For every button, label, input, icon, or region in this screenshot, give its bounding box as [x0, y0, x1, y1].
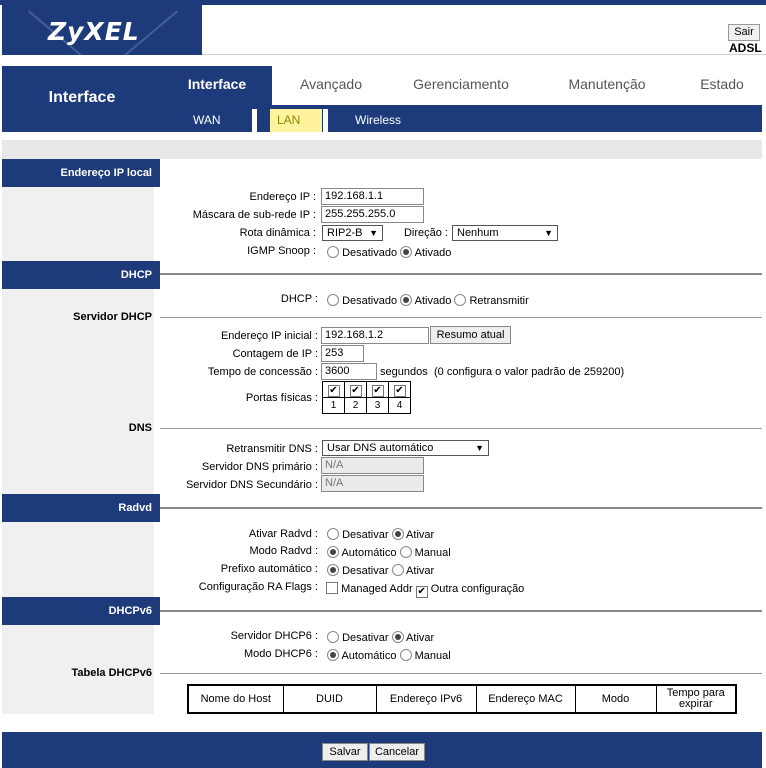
- dhcp-relay-label: Retransmitir: [469, 295, 529, 307]
- tab-avancado[interactable]: Avançado: [299, 76, 362, 92]
- dhcp6-enable-radio[interactable]: [392, 631, 404, 643]
- dhcp6-auto-radio[interactable]: [327, 649, 339, 661]
- dhcp6-mode-options: [327, 649, 451, 662]
- dhcp6-enable-label: Ativar: [406, 632, 435, 644]
- prefix-disable-radio[interactable]: [327, 564, 339, 576]
- logo-text: ZyXEL: [48, 17, 140, 46]
- lease-unit: segundos: [380, 366, 428, 378]
- dynamic-route-label: Rota dinâmica :: [239, 227, 316, 239]
- dhcp6-auto-label: Automático: [341, 650, 397, 662]
- section-divider: [160, 317, 762, 318]
- current-summary-button[interactable]: Resumo atual: [430, 326, 511, 344]
- physical-ports-table: [322, 381, 411, 414]
- subtab-wireless[interactable]: Wireless: [355, 113, 402, 127]
- start-ip-field[interactable]: 192.168.1.2: [321, 327, 429, 344]
- subtab-divider: [252, 109, 257, 132]
- radvd-manual-radio[interactable]: [400, 546, 412, 558]
- zyxel-logo: [2, 5, 202, 55]
- dhcp6-server-label: Servidor DHCP6 :: [230, 630, 318, 642]
- port-3-checkbox[interactable]: ✔: [373, 384, 382, 396]
- radvd-disable-radio[interactable]: [327, 528, 339, 540]
- igmp-enabled-label: Ativado: [414, 247, 452, 259]
- igmp-disabled-radio[interactable]: [327, 246, 339, 258]
- col-ipv6-address: Endereço IPv6: [376, 685, 476, 713]
- other-config-checkbox[interactable]: ✔: [417, 586, 426, 597]
- dhcp-server-heading: Servidor DHCP: [73, 311, 152, 323]
- ip-address-label: Endereço IP :: [249, 191, 316, 203]
- ip-address-field[interactable]: 192.168.1.1: [321, 188, 424, 205]
- section-divider: [160, 273, 762, 275]
- lease-time-label: Tempo de concessão :: [207, 366, 318, 378]
- ra-flags-options: [326, 582, 524, 598]
- content-top-bar: [2, 140, 762, 159]
- port-1-checkbox[interactable]: ✔: [329, 384, 338, 396]
- radvd-mode-label: Modo Radvd :: [249, 545, 318, 557]
- dhcp-disabled-radio[interactable]: [327, 294, 339, 306]
- product-label: ADSL: [729, 41, 762, 55]
- cancel-button[interactable]: Cancelar: [369, 743, 425, 761]
- dhcp6-disable-radio[interactable]: [327, 631, 339, 643]
- port-1-label: 1: [323, 398, 345, 414]
- dns-heading: DNS: [128, 422, 152, 434]
- chevron-down-icon: ▼: [475, 443, 484, 453]
- radvd-mode-options: [327, 546, 451, 559]
- igmp-options: [327, 246, 451, 259]
- dns-relay-value: Usar DNS automático: [327, 442, 434, 454]
- dhcp-enabled-radio[interactable]: [400, 294, 412, 306]
- ip-count-field[interactable]: 253: [321, 345, 364, 362]
- igmp-enabled-radio[interactable]: [400, 246, 412, 258]
- dhcp6-manual-label: Manual: [414, 650, 451, 662]
- section-divider: [160, 673, 762, 674]
- primary-dns-label: Servidor DNS primário :: [201, 461, 318, 473]
- dhcp-enabled-label: Ativado: [414, 295, 452, 307]
- radvd-enable-option-label: Ativar: [406, 529, 435, 541]
- dynamic-route-value: RIP2-B: [327, 227, 363, 239]
- tab-estado[interactable]: Estado: [700, 76, 744, 92]
- managed-addr-checkbox[interactable]: [326, 582, 338, 594]
- dhcp6-mode-label: Modo DHCP6 :: [244, 648, 318, 660]
- tab-interface[interactable]: Interface: [162, 66, 272, 105]
- direction-label: Direção :: [403, 227, 448, 239]
- section-radvd: Radvd: [2, 494, 160, 522]
- header-divider: [202, 54, 766, 55]
- chevron-down-icon: ▼: [369, 228, 378, 238]
- col-expire-time: Tempo para expirar: [656, 685, 736, 713]
- col-duid: DUID: [283, 685, 376, 713]
- section-divider: [160, 428, 762, 429]
- col-mode: Modo: [575, 685, 656, 713]
- lease-time-field[interactable]: 3600: [321, 363, 377, 380]
- secondary-dns-label: Servidor DNS Secundário :: [185, 479, 318, 491]
- port-2-label: 2: [345, 398, 367, 414]
- port-2-checkbox[interactable]: ✔: [351, 384, 360, 396]
- port-4-label: 4: [389, 398, 411, 414]
- radvd-auto-radio[interactable]: [327, 546, 339, 558]
- radvd-enable-radio[interactable]: [392, 528, 404, 540]
- auto-prefix-label: Prefixo automático :: [220, 563, 318, 575]
- auto-prefix-options: [327, 564, 434, 577]
- dynamic-route-select[interactable]: [322, 225, 383, 241]
- dhcp6-manual-radio[interactable]: [400, 649, 412, 661]
- section-lan-ip: Endereço IP local: [2, 159, 160, 187]
- section-divider: [160, 507, 762, 509]
- tab-manutencao[interactable]: Manutenção: [568, 76, 646, 92]
- radvd-auto-label: Automático: [341, 547, 397, 559]
- other-config-label: Outra configuração: [430, 583, 525, 595]
- save-button[interactable]: Salvar: [322, 743, 368, 761]
- managed-addr-label: Managed Addr: [341, 583, 413, 595]
- logout-button[interactable]: Sair: [728, 24, 760, 41]
- ra-flags-label: Configuração RA Flags :: [198, 581, 318, 593]
- prefix-enable-radio[interactable]: [392, 564, 404, 576]
- dhcpv6-table: [187, 684, 737, 714]
- prefix-disable-label: Desativar: [342, 565, 389, 577]
- dhcp6-disable-label: Desativar: [342, 632, 389, 644]
- page-title: Interface: [48, 89, 116, 106]
- subnet-mask-label: Máscara de sub-rede IP :: [192, 209, 316, 221]
- dns-relay-label: Retransmitir DNS :: [226, 443, 318, 455]
- radvd-enable-label: Ativar Radvd :: [248, 528, 318, 540]
- subtab-wan[interactable]: WAN: [193, 113, 221, 127]
- direction-value: Nenhum: [457, 227, 499, 239]
- prefix-enable-label: Ativar: [406, 565, 435, 577]
- dhcp6-server-options: [327, 631, 434, 644]
- footer-bar: [162, 732, 762, 768]
- physical-ports-label: Portas físicas :: [245, 392, 318, 404]
- dhcp-disabled-label: Desativado: [342, 295, 398, 307]
- subtab-lan[interactable]: LAN: [277, 113, 301, 127]
- section-dhcpv6: DHCPv6: [2, 597, 160, 625]
- direction-select[interactable]: [452, 225, 558, 241]
- lease-note: (0 configura o valor padrão de 259200): [434, 366, 625, 378]
- igmp-label: IGMP Snoop :: [247, 245, 316, 257]
- secondary-dns-field[interactable]: N/A: [321, 475, 424, 492]
- port-4-checkbox[interactable]: ✔: [395, 384, 404, 396]
- section-dhcp: DHCP: [2, 261, 160, 289]
- footer-left: [2, 732, 162, 768]
- port-3-label: 3: [367, 398, 389, 414]
- dns-relay-select[interactable]: [322, 440, 489, 456]
- dhcp-options: [327, 294, 529, 307]
- start-ip-label: Endereço IP inicial :: [220, 330, 318, 342]
- subtab-divider: [323, 109, 328, 132]
- col-mac-address: Endereço MAC: [476, 685, 575, 713]
- section-divider: [160, 610, 762, 612]
- primary-dns-field[interactable]: N/A: [321, 457, 424, 474]
- igmp-disabled-label: Desativado: [342, 247, 398, 259]
- sidebar-background: [2, 159, 154, 714]
- dhcp-relay-radio[interactable]: [454, 294, 466, 306]
- subnet-mask-field[interactable]: 255.255.255.0: [321, 206, 424, 223]
- radvd-disable-label: Desativar: [342, 529, 389, 541]
- dhcp-label: DHCP :: [280, 293, 318, 305]
- ip-count-label: Contagem de IP :: [232, 348, 318, 360]
- radvd-manual-label: Manual: [414, 547, 451, 559]
- col-host-name: Nome do Host: [188, 685, 283, 713]
- chevron-down-icon: ▼: [544, 228, 553, 238]
- tab-gerenciamento[interactable]: Gerenciamento: [413, 76, 509, 92]
- radvd-enable-options: [327, 528, 434, 541]
- dhcpv6-table-heading: Tabela DHCPv6: [71, 667, 152, 679]
